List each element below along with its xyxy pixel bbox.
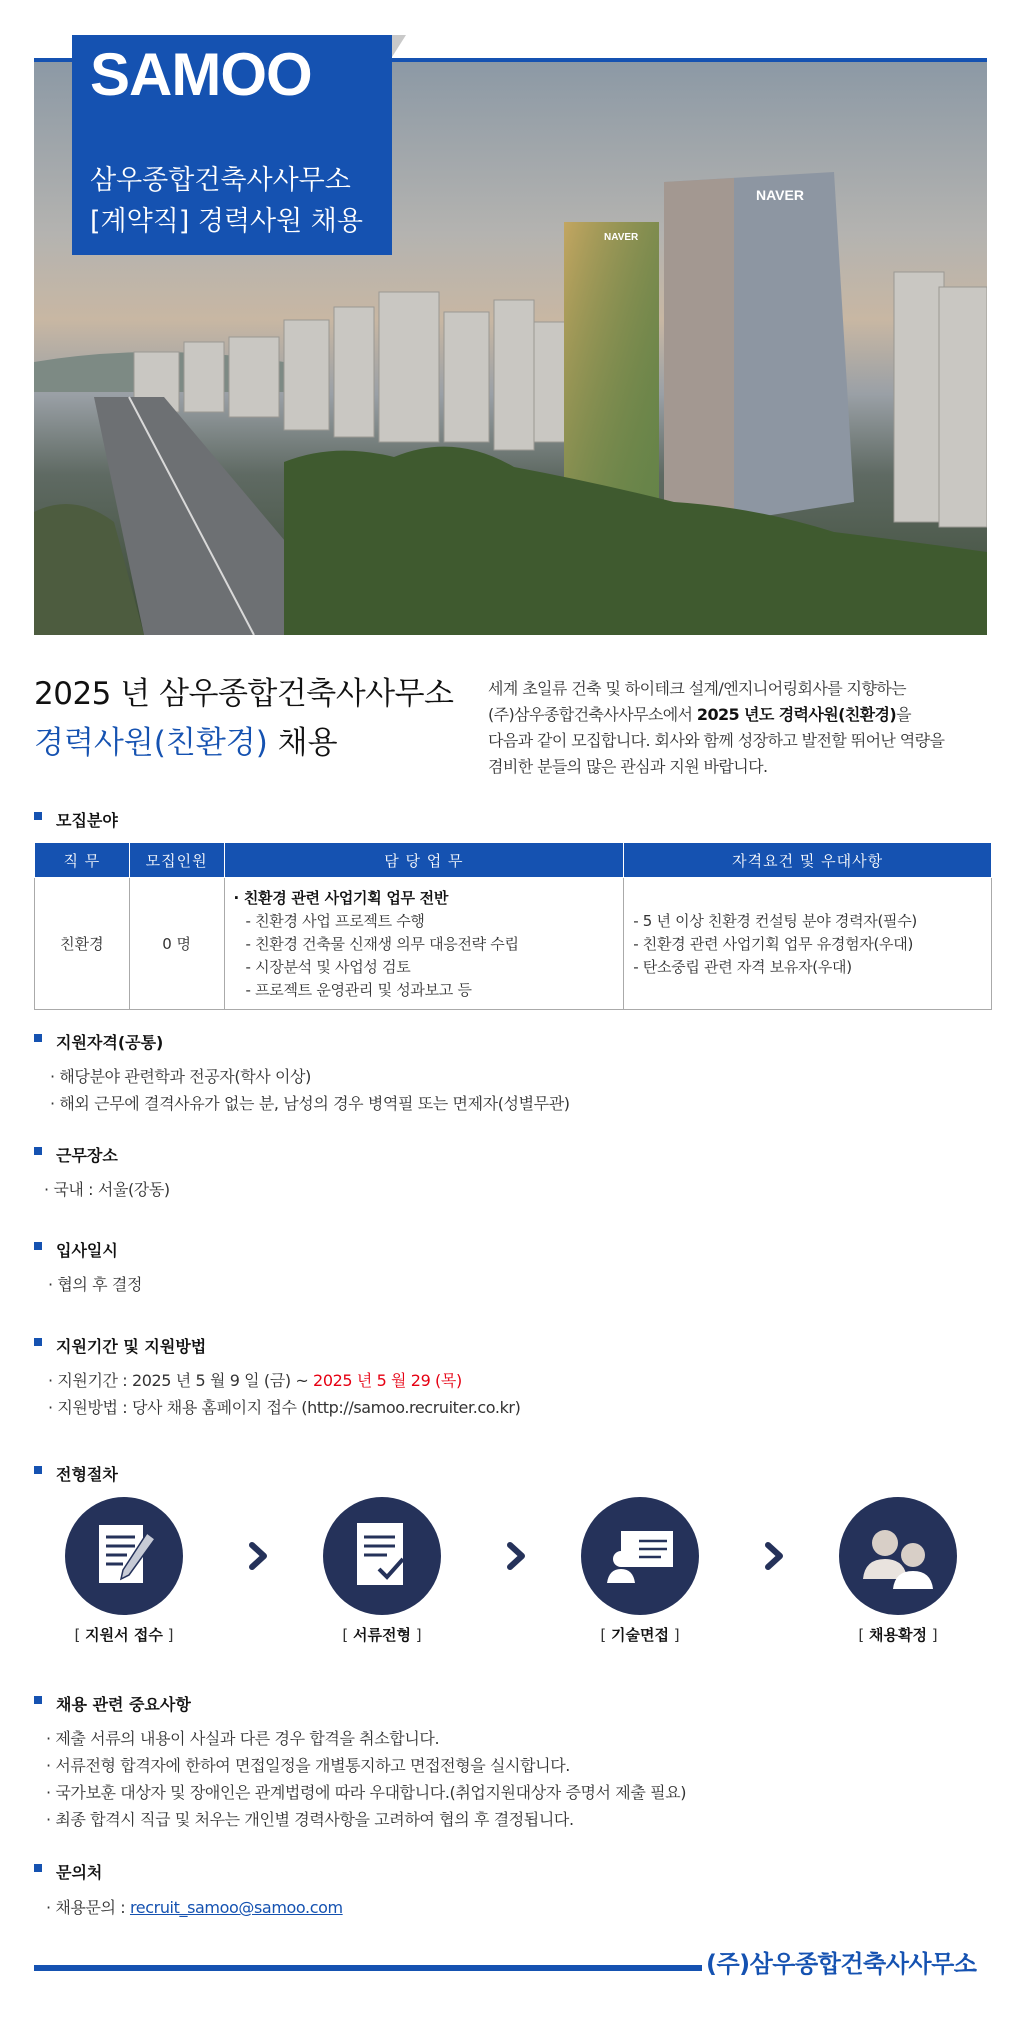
table-header: 자격요건 및 우대사항: [624, 843, 992, 878]
section-title-location: 근무장소: [34, 1143, 118, 1166]
step-label: [ 채용확정 ]: [858, 1626, 938, 1644]
duty-item: - 친환경 건축물 신재생 의무 대응전략 수립: [245, 935, 519, 953]
bullet-square-icon: [34, 1147, 42, 1155]
duty-item: - 친환경 사업 프로젝트 수행: [245, 912, 425, 930]
duty-item: - 프로젝트 운영관리 및 성과보고 등: [245, 981, 472, 999]
cell-count: 0 명: [129, 878, 224, 1010]
section-title-common: 지원자격(공통): [34, 1030, 163, 1053]
section-title-contact: 문의처: [34, 1860, 102, 1883]
note-item: · 서류전형 합격자에 한하여 면접일정을 개별통지하고 면접전형을 실시합니다.: [46, 1756, 570, 1775]
intro-line: 다음과 같이 모집합니다. 회사와 함께 성장하고 발전할 뛰어난 역량을: [488, 731, 945, 750]
cell-qualifications: [624, 878, 992, 1010]
section-title-recruit: 모집분야: [34, 808, 118, 831]
step-label: [ 서류전형 ]: [342, 1626, 422, 1644]
join-item: · 협의 후 결정: [48, 1275, 143, 1294]
document-check-icon: [323, 1497, 441, 1615]
hero-company-name: 삼우종합건축사사무소: [90, 165, 351, 196]
footer-rule: [34, 1965, 702, 1971]
section-title-process: 전형절차: [34, 1462, 118, 1485]
table-header: 직 무: [35, 843, 130, 878]
bullet-square-icon: [34, 1466, 42, 1474]
page-title-line2: [34, 717, 338, 762]
intro-highlight: 2025 년도 경력사원(친환경): [696, 705, 897, 724]
step-hired: [839, 1497, 957, 1615]
table-header: 담 당 업 무: [224, 843, 624, 878]
chevron-right-icon: [504, 1541, 528, 1571]
contact-item: · 채용문의 : recruit_samoo@samoo.com: [46, 1898, 343, 1917]
duty-item: - 시장분석 및 사업성 검토: [245, 958, 411, 976]
step-application: [65, 1497, 183, 1615]
bullet-square-icon: [34, 1338, 42, 1346]
duty-heading: · 친환경 관련 사업기획 업무 전반: [233, 889, 449, 907]
apply-period: · 지원기간 : 2025 년 5 월 9 일 (금) ~ 2025 년 5 월 29 (목): [48, 1371, 462, 1390]
intro-paragraph: [488, 676, 998, 780]
hero-recruit-type: [계약직] 경력사원 채용: [90, 206, 363, 237]
table-header-row: [35, 843, 992, 878]
qual-item: - 5 년 이상 친환경 컨설팅 분야 경력자(필수): [633, 912, 917, 930]
intro-line: (주)삼우종합건축사사무소에서 2025 년도 경력사원(친환경)을: [488, 705, 911, 724]
step-document-review: [323, 1497, 441, 1615]
table-header: 모집인원: [129, 843, 224, 878]
presentation-icon: [581, 1497, 699, 1615]
qual-item: - 친환경 관련 사업기획 업무 유경험자(우대): [633, 935, 913, 953]
people-icon: [839, 1497, 957, 1615]
document-pen-icon: [65, 1497, 183, 1615]
common-item: · 해외 근무에 결격사유가 없는 분, 남성의 경우 병역필 또는 면제자(성별무관): [50, 1094, 570, 1113]
intro-line: 세계 초일류 건축 및 하이테크 설계/엔지니어링회사를 지향하는: [488, 679, 906, 698]
bullet-square-icon: [34, 1696, 42, 1704]
bullet-square-icon: [34, 1034, 42, 1042]
hero-title-fold: [392, 35, 406, 57]
note-item: · 최종 합격시 직급 및 처우는 개인별 경력사항을 고려하여 협의 후 결정됩니다.: [46, 1810, 574, 1829]
chevron-right-icon: [246, 1541, 270, 1571]
note-item: · 국가보훈 대상자 및 장애인은 관계법령에 따라 우대합니다.(취업지원대상자 증명서 제출 필요): [46, 1783, 687, 1802]
step-label: [ 지원서 접수 ]: [74, 1626, 174, 1644]
section-title-join: 입사일시: [34, 1238, 118, 1261]
table-row: [35, 878, 992, 1010]
qual-item: - 탄소중립 관련 자격 보유자(우대): [633, 958, 852, 976]
step-label: [ 기술면접 ]: [600, 1626, 680, 1644]
chevron-right-icon: [762, 1541, 786, 1571]
note-item: · 제출 서류의 내용이 사실과 다른 경우 합격을 취소합니다.: [46, 1729, 440, 1748]
location-item: · 국내 : 서울(강동): [44, 1180, 170, 1199]
section-title-apply: 지원기간 및 지원방법: [34, 1334, 206, 1357]
bullet-square-icon: [34, 1864, 42, 1872]
step-interview: [581, 1497, 699, 1615]
intro-line: 겸비한 분들의 많은 관심과 지원 바랍니다.: [488, 757, 768, 776]
contact-email-link[interactable]: recruit_samoo@samoo.com: [129, 1898, 343, 1917]
page-title-suffix: 채용: [267, 725, 338, 761]
bullet-square-icon: [34, 812, 42, 820]
apply-method: · 지원방법 : 당사 채용 홈페이지 접수 (http://samoo.recruiter.co.kr): [48, 1398, 521, 1417]
footer-company-name: (주)삼우종합건축사사무소: [706, 1950, 977, 1978]
cell-job: 친환경: [35, 878, 130, 1010]
cell-duties: [224, 878, 624, 1010]
section-title-notes: 채용 관련 중요사항: [34, 1692, 191, 1715]
tower-sign: NAVER: [756, 187, 804, 203]
common-item: · 해당분야 관련학과 전공자(학사 이상): [50, 1067, 311, 1086]
recruit-table: [34, 842, 992, 1010]
samoo-logo: SAMOO: [90, 41, 312, 108]
tower-sign-small: NAVER: [604, 232, 639, 243]
page-title-position: 경력사원(친환경): [34, 725, 268, 761]
page-title-line1: 2025 년 삼우종합건축사사무소: [34, 676, 454, 712]
bullet-square-icon: [34, 1242, 42, 1250]
apply-deadline: 2025 년 5 월 29 (목): [313, 1371, 462, 1390]
